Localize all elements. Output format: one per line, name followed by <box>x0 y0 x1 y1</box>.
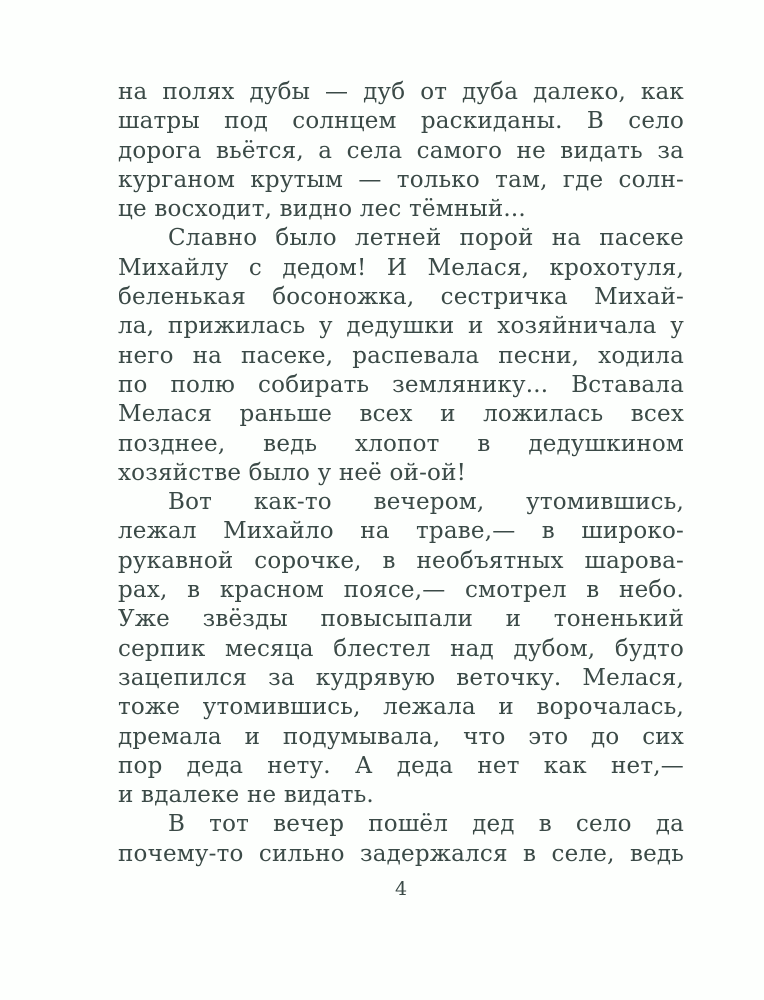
text-line: почему-то сильно задержался в селе, ведь <box>118 840 684 867</box>
text-line: дорога вьётся, а села самого не видать за <box>118 137 684 164</box>
text-line: серпик месяца блестел над дубом, будто <box>118 635 684 662</box>
text-line: Вот как-то вечером, утомившись, <box>168 489 684 516</box>
text-line: рах, в красном поясе,— смотрел в небо. <box>118 577 684 604</box>
page-number: 4 <box>394 878 408 900</box>
text-line: на полях дубы — дуб от дуба далеко, как <box>118 79 684 105</box>
text-line: курганом крутым — только там, где солн- <box>118 166 684 193</box>
page-text-block <box>118 78 684 869</box>
paragraph <box>118 488 684 810</box>
text-line: В тот вечер пошёл дед в село да <box>168 811 684 838</box>
text-line: Мелася раньше всех и ложилась всех <box>118 401 684 428</box>
text-line: рукавной сорочке, в необъятных шарова- <box>118 547 684 574</box>
text-line: него на пасеке, распевала песни, ходила <box>118 342 684 369</box>
text-line: беленькая босоножка, сестричка Михай- <box>118 284 684 311</box>
text-line: и вдалеке не видать. <box>118 782 374 809</box>
text-line: тоже утомившись, лежала и ворочалась, <box>118 694 684 721</box>
text-line: шатры под солнцем раскиданы. В село <box>118 108 684 135</box>
text-line: Михайлу с дедом! И Мелася, крохотуля, <box>118 254 684 281</box>
text-line: дремала и подумывала, что это до сих <box>118 723 684 750</box>
paragraph <box>118 810 684 869</box>
text-line: позднее, ведь хлопот в дедушкином <box>118 430 684 457</box>
text-line: зацепился за кудрявую веточку. Мелася, <box>118 664 684 691</box>
paragraph <box>118 224 684 488</box>
text-line: Славно было летней порой на пасеке <box>168 225 684 252</box>
text-line: Уже звёзды повысыпали и тоненький <box>118 606 684 633</box>
text-line: пор деда нету. А деда нет как нет,— <box>118 752 684 779</box>
text-line: це восходит, видно лес тёмный... <box>118 196 526 223</box>
text-line: лежал Михайло на траве,— в широко- <box>118 518 684 545</box>
text-line: ла, прижилась у дедушки и хозяйничала у <box>118 313 684 340</box>
text-line: по полю собирать землянику... Вставала <box>118 371 684 398</box>
text-line: хозяйстве было у неё ой-ой! <box>118 459 467 486</box>
paragraph <box>118 78 684 224</box>
